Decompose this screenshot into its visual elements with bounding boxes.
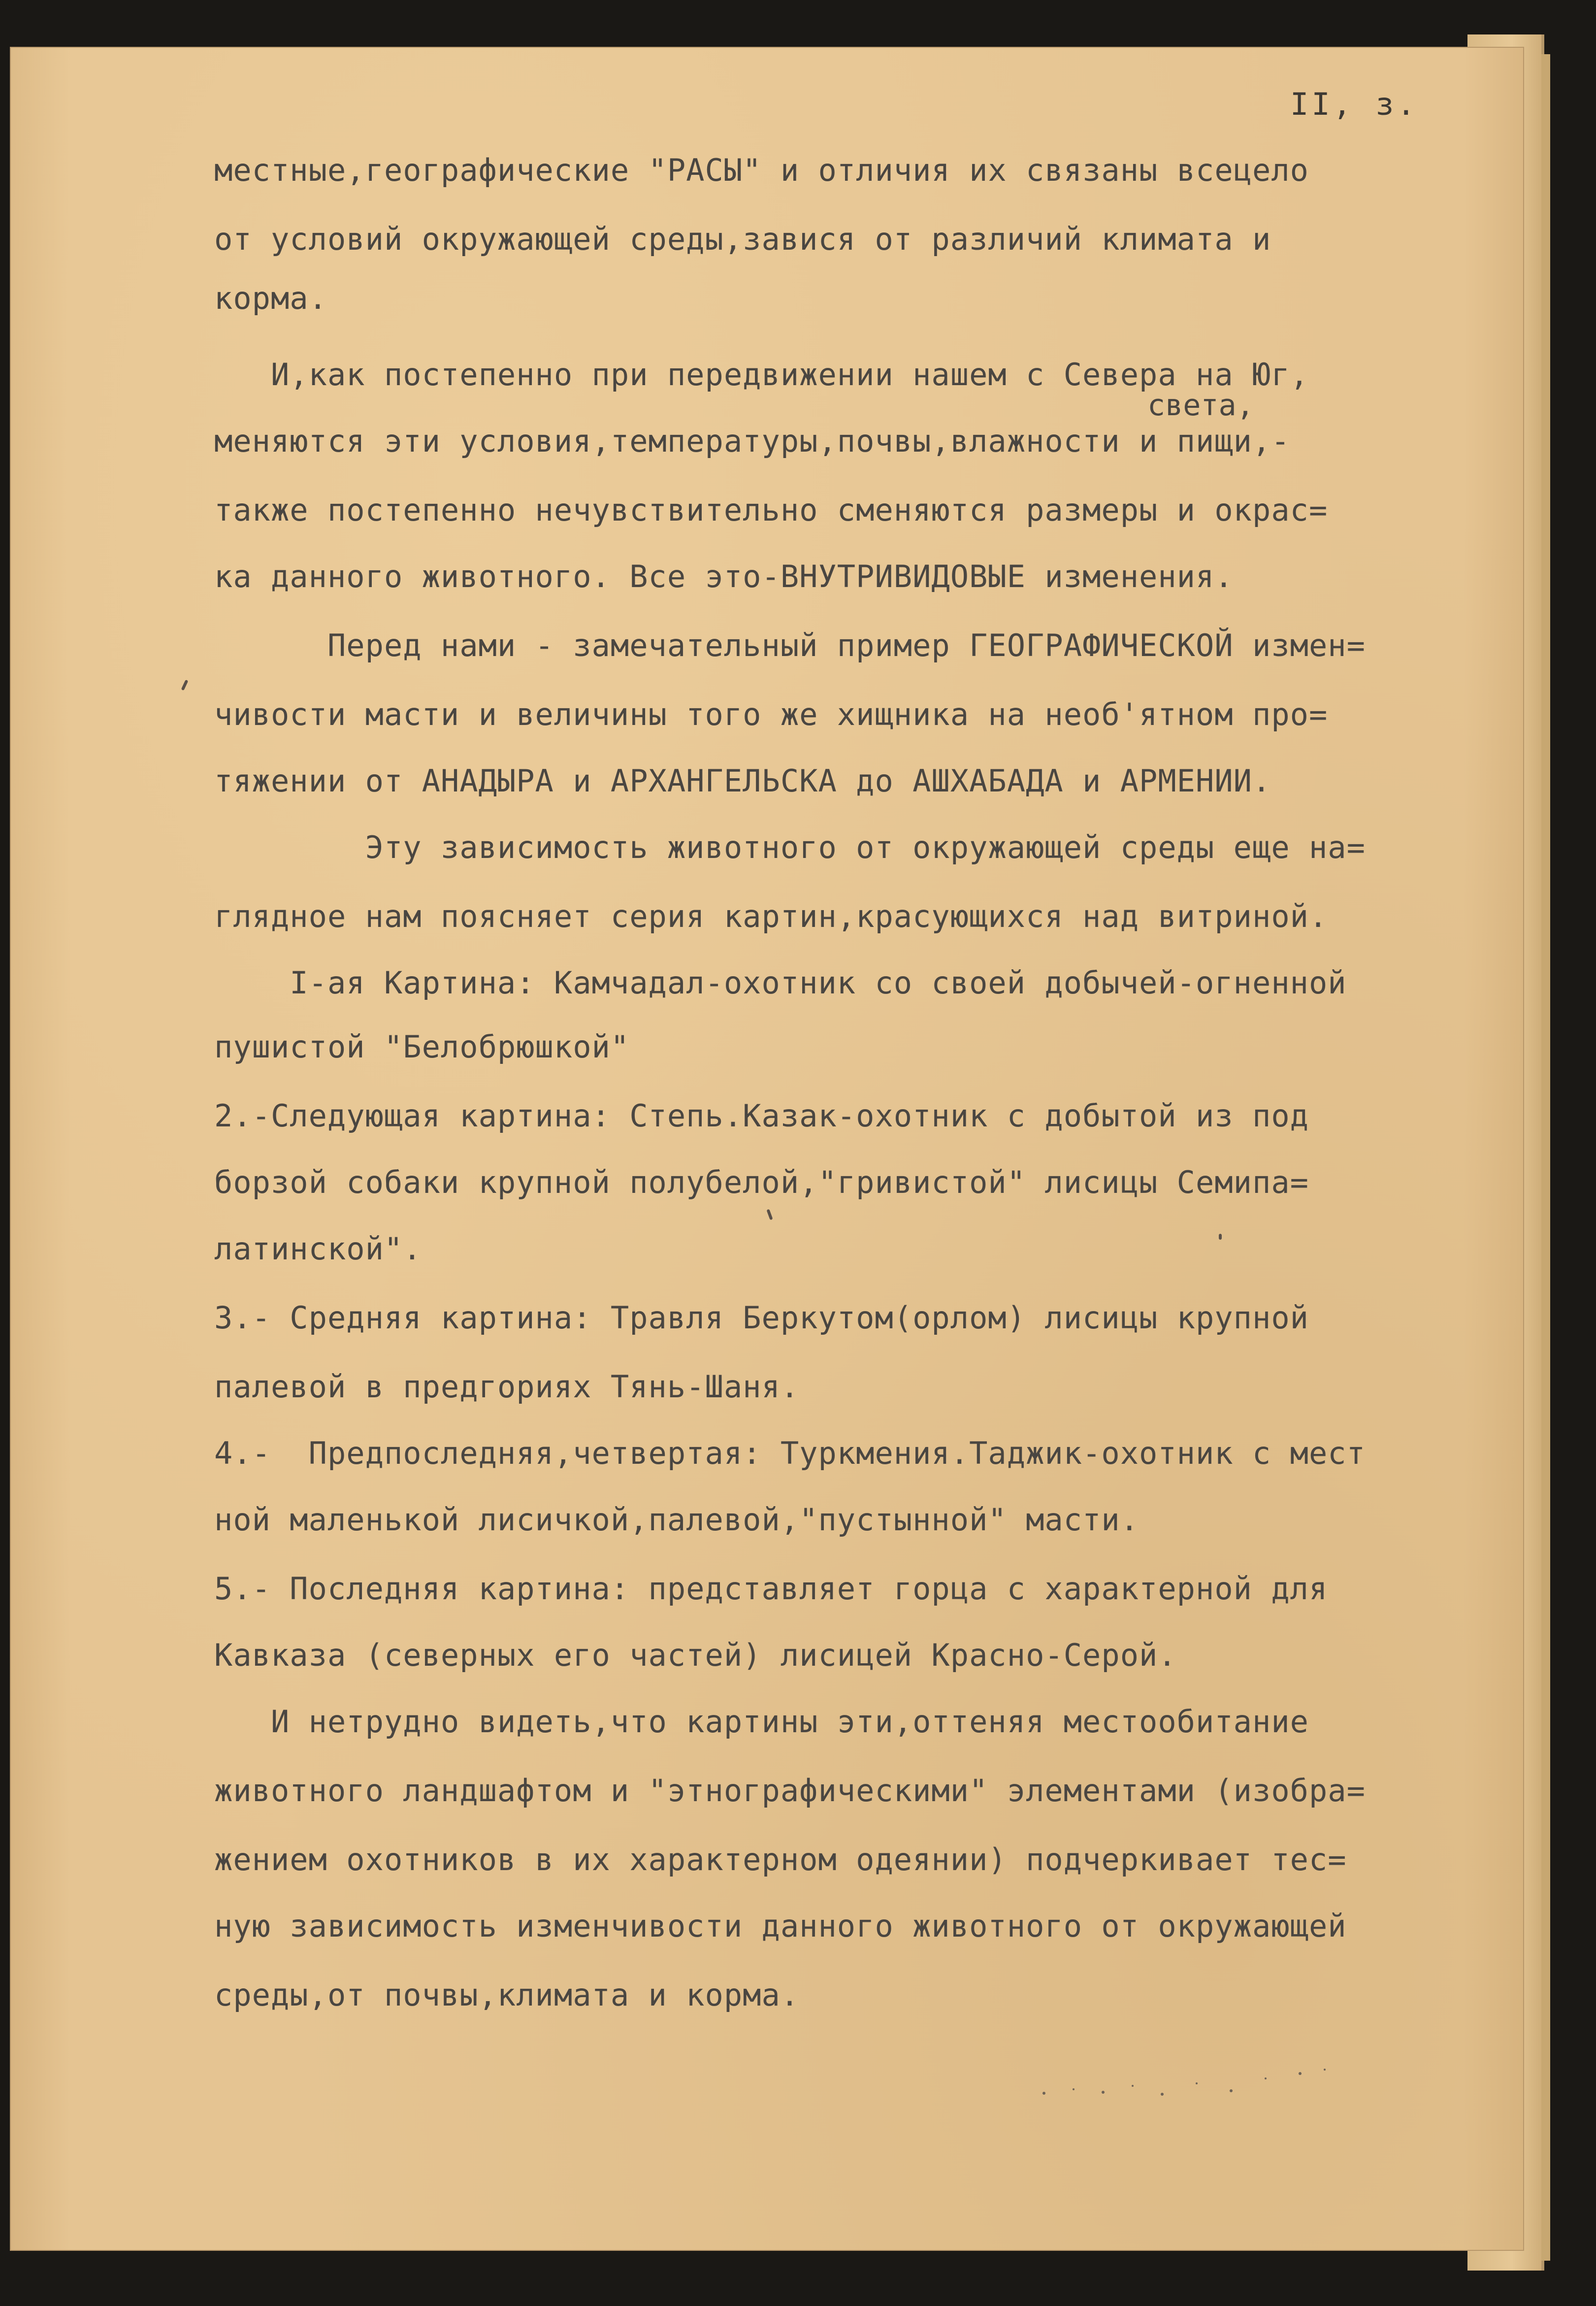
text-line: И,как постепенно при передвижении нашем с Севера на Юг, <box>214 357 1309 393</box>
text-line: И нетрудно видеть,что картины эти,оттеняя местообитание <box>214 1704 1309 1740</box>
text-line: 4.- Предпоследняя,четвертая: Туркмения.Таджик-охотник с мест <box>214 1435 1366 1471</box>
text-line: животного ландшафтом и "этнографическими" элементами (изобра= <box>214 1773 1366 1809</box>
text-line: местные,географические "РАСЫ" и отличия их связаны всецело <box>214 152 1309 188</box>
text-line: ную зависимость изменчивости данного животного от окружающей <box>214 1908 1347 1944</box>
text-line: ка данного животного. Все это-ВНУТРИВИДОВЫЕ изменения. <box>214 559 1234 594</box>
text-line: борзой собаки крупной полубелой,"гривистой" лисицы Семипа= <box>214 1164 1309 1200</box>
paper-speckles <box>1034 2064 1339 2108</box>
text-line: палевой в предгориях Тянь-Шаня. <box>214 1369 800 1405</box>
text-line: пушистой "Белобрюшкой" <box>214 1029 630 1065</box>
page-number: II, з. <box>1290 86 1418 122</box>
ink-mark <box>1219 1234 1222 1240</box>
underlying-page-edge <box>1541 54 1550 2261</box>
text-line: жением охотников в их характерном одеянии) подчеркивает тес= <box>214 1842 1347 1878</box>
text-line: от условий окружающей среды,завися от различий климата и <box>214 221 1271 257</box>
text-line: меняются эти условия,температуры,почвы,влажности и пищи,- <box>214 423 1290 459</box>
text-line: также постепенно нечувствительно сменяются размеры и окрас= <box>214 492 1328 528</box>
text-line: ной маленькой лисичкой,палевой,"пустынной" масти. <box>214 1502 1140 1538</box>
text-line: Кавказа (северных его частей) лисицей Красно-Серой. <box>214 1637 1177 1673</box>
text-line: 3.- Средняя картина: Травля Беркутом(орлом) лисицы крупной <box>214 1300 1309 1336</box>
text-line: чивости масти и величины того же хищника на необ'ятном про= <box>214 696 1328 732</box>
handwritten-insertion: света, <box>1147 388 1254 423</box>
text-line: тяжении от АНАДЫРА и АРХАНГЕЛЬСКА до АШХАБАДА и АРМЕНИИ. <box>214 763 1271 799</box>
text-line: латинской". <box>214 1231 422 1267</box>
text-line: корма. <box>214 280 327 316</box>
text-line: глядное нам поясняет серия картин,красующихся над витриной. <box>214 898 1328 934</box>
text-line: I-ая Картина: Камчадал-охотник со своей добычей-огненной <box>214 965 1347 1001</box>
text-line: Эту зависимость животного от окружающей среды еще на= <box>214 829 1366 865</box>
text-line: 5.- Последняя картина: представляет горца с характерной для <box>214 1571 1328 1607</box>
text-line: Перед нами - замечательный пример ГЕОГРАФИЧЕСКОЙ измен= <box>214 627 1366 663</box>
text-line: среды,от почвы,климата и корма. <box>214 1977 800 2013</box>
text-line: 2.-Следующая картина: Степь.Казак-охотник с добытой из под <box>214 1098 1309 1134</box>
